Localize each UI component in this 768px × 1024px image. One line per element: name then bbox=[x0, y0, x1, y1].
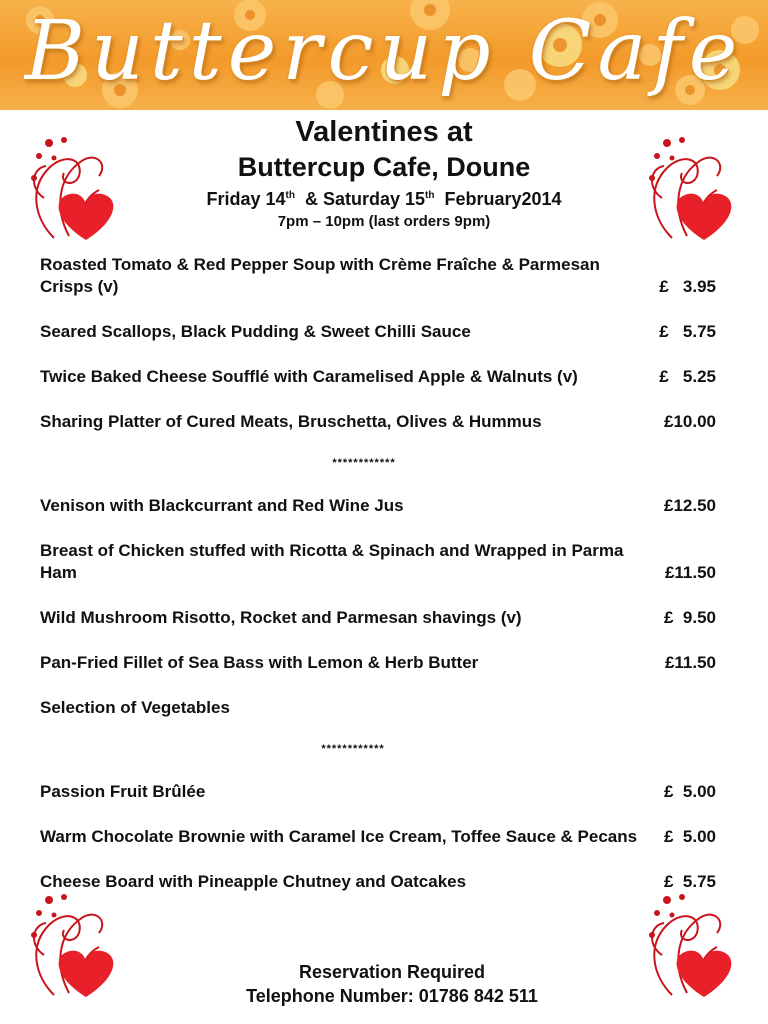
menu-item-price: £11.50 bbox=[664, 563, 716, 582]
menu-item bbox=[40, 254, 716, 298]
event-hours: 7pm – 10pm (last orders 9pm) bbox=[277, 213, 491, 230]
menu-item-name: Seared Scallops, Black Pudding & Sweet Chilli Sauce bbox=[40, 322, 471, 341]
menu-item bbox=[40, 540, 716, 584]
menu-item-name: Selection of Vegetables bbox=[40, 698, 230, 717]
menu-item bbox=[40, 826, 716, 848]
menu-item-price: £11.50 bbox=[664, 653, 716, 672]
menu-item bbox=[40, 607, 716, 629]
menu-item-name: Passion Fruit Brûlée bbox=[40, 782, 206, 801]
menu-item-name: Wild Mushroom Risotto, Rocket and Parmesan shavings (v) bbox=[40, 608, 522, 627]
reservation-note: Reservation Required bbox=[298, 962, 486, 982]
menu-item bbox=[40, 411, 716, 433]
cafe-banner bbox=[0, 0, 768, 110]
menu-item-name: Twice Baked Cheese Soufflé with Caramelised Apple & Walnuts (v) bbox=[40, 367, 578, 386]
menu-item-price: £ 5.25 bbox=[659, 367, 716, 386]
date-mid: & Saturday 15 bbox=[294, 189, 426, 209]
menu-item bbox=[40, 652, 716, 674]
menu-item bbox=[40, 697, 716, 719]
menu-item-price: £ 5.00 bbox=[664, 782, 716, 801]
date-end: February2014 bbox=[434, 189, 562, 209]
course-separator: ************ bbox=[321, 743, 385, 755]
menu-item bbox=[40, 495, 716, 517]
menu-item-name: Cheese Board with Pineapple Chutney and Oatcakes bbox=[40, 872, 467, 891]
date-sup1: th bbox=[285, 190, 295, 201]
menu-item-price: £12.50 bbox=[664, 496, 716, 515]
date-sup2: th bbox=[425, 190, 435, 201]
menu-item-price: £10.00 bbox=[664, 412, 716, 431]
date-day1: Friday 14 bbox=[206, 189, 286, 209]
event-dates bbox=[0, 189, 768, 210]
menu-item-name: Roasted Tomato & Red Pepper Soup with Crème Fraîche & Parmesan Crisps (v) bbox=[40, 255, 600, 296]
menu-item-price: £ 5.75 bbox=[659, 322, 716, 341]
course-separator: ************ bbox=[332, 457, 396, 469]
menu-item bbox=[40, 781, 716, 803]
menu-item bbox=[40, 321, 716, 343]
menu-item-name: Sharing Platter of Cured Meats, Bruschetta, Olives & Hummus bbox=[40, 412, 542, 431]
menu-list bbox=[40, 254, 716, 893]
menu-item-price: £ 5.75 bbox=[664, 872, 716, 891]
menu-item-price: £ 3.95 bbox=[659, 277, 716, 296]
menu-item-name: Venison with Blackcurrant and Red Wine Jus bbox=[40, 496, 404, 515]
menu-item bbox=[40, 366, 716, 388]
menu-item-price: £ 5.00 bbox=[664, 827, 716, 846]
menu-item bbox=[40, 871, 716, 893]
event-title: Valentines at bbox=[295, 116, 473, 148]
menu-item-name: Pan-Fried Fillet of Sea Bass with Lemon & Herb Butter bbox=[40, 653, 479, 672]
menu-item-name: Breast of Chicken stuffed with Ricotta & Spinach and Wrapped in Parma Ham bbox=[40, 541, 624, 582]
menu-item-name: Warm Chocolate Brownie with Caramel Ice Cream, Toffee Sauce & Pecans bbox=[40, 827, 638, 846]
menu-item-price: £ 9.50 bbox=[664, 608, 716, 627]
venue-title: Buttercup Cafe, Doune bbox=[237, 152, 531, 182]
cafe-logo-title: Buttercup Cafe bbox=[24, 4, 744, 99]
telephone-number: Telephone Number: 01786 842 511 bbox=[246, 986, 538, 1006]
